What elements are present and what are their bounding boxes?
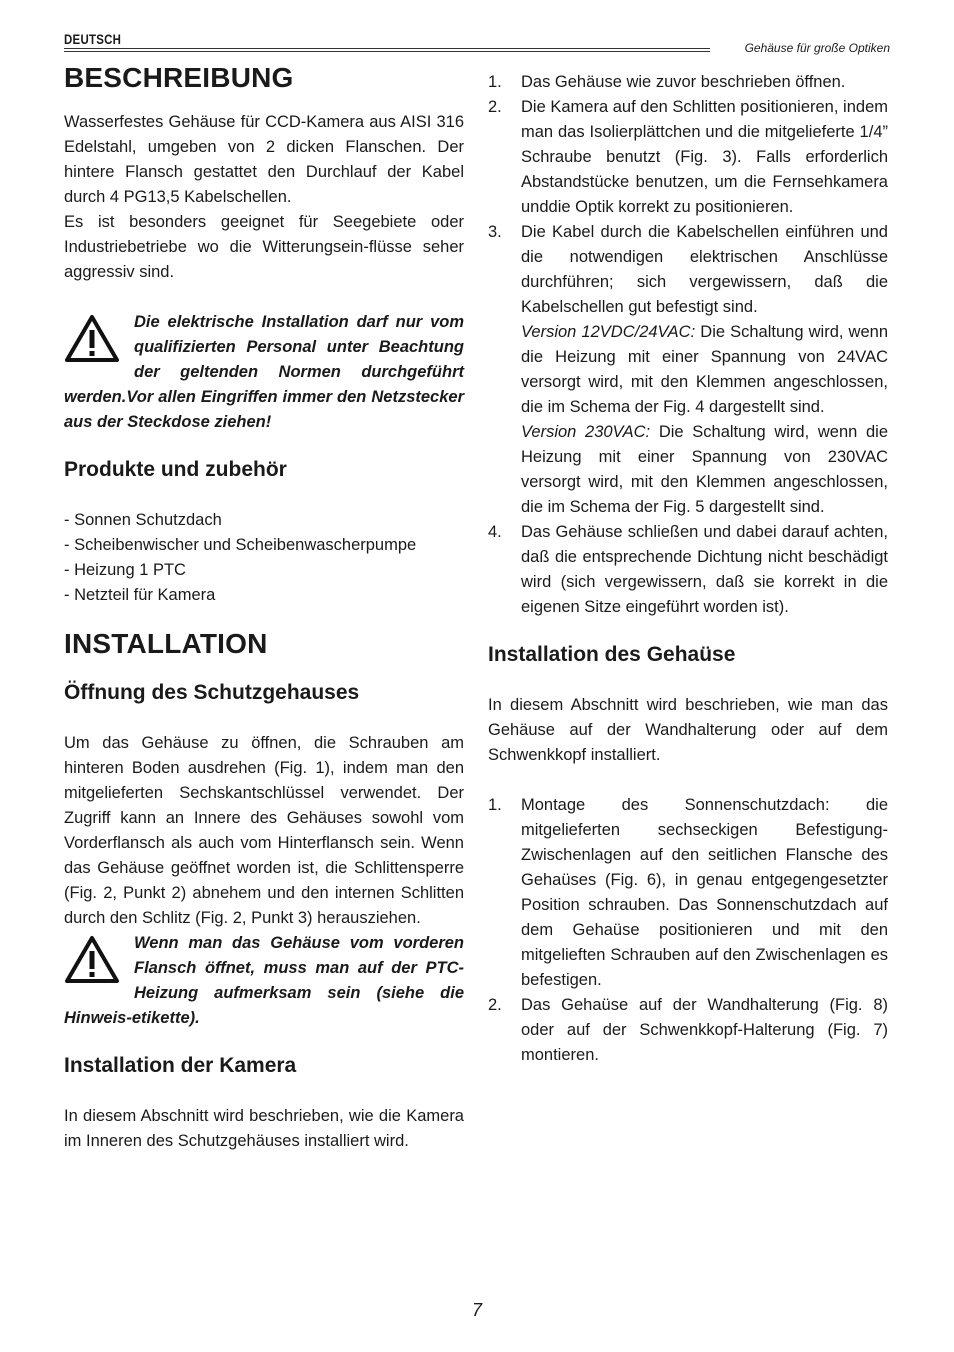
gehaeuse-paragraph: In diesem Abschnitt wird beschrieben, wie man das Gehäuse auf der Wandhalterung oder auf dem Schwenkkopf installiert.: [488, 696, 888, 764]
list-item: - Heizung 1 PTC: [64, 561, 186, 579]
list-item: 1. Montage des Sonnenschutzdach: die mitgelieferten sechseckigen Befestigung-Zwischenlagen auf den seitlichen Flansche des Gehaüses (Fig. 6), in genau entgegengesetzter Position schrauben. Das Sonnenschutzdach auf dem Gehaüse positionieren und mit den mitgelieften Schrauben auf den Zwischenlagen es befestigen.: [488, 796, 888, 989]
warning-ptc-text: Wenn man das Gehäuse vom vorderen Flansch öffnet, muss man auf der PTC-Heizung aufmerksam sein (siehe die Hinweis-etikette).: [64, 934, 464, 1027]
list-item: 4. Das Gehäuse schließen und dabei darauf achten, daß die entsprechende Dichtung nicht beschädigt wird (sich vergewissern, daß sie korrekt in die eigenen Sitze eingeführt worden ist).: [488, 523, 888, 616]
version-12vdc-note: Version 12VDC/24VAC: Die Schaltung wird, wenn die Heizung mit einer Spannung von 24VAC versorgt wird, mit den Klemmen angeschlossen, die im Schema der Fig. 4 dargestellt sind.: [521, 323, 888, 416]
housing-steps-list: [488, 793, 888, 1068]
right-column: [488, 70, 888, 1068]
left-column: [64, 58, 464, 1154]
intro-paragraph-2: Es ist besonders geeignet für Seegebiete oder Industriebetriebe wo die Witterungsein-flüsse seher aggressiv sind.: [64, 213, 464, 281]
list-item: 1. Das Gehäuse wie zuvor beschrieben öffnen.: [488, 73, 846, 91]
products-list: [64, 508, 464, 608]
heading-kamera: Installation der Kamera: [64, 1054, 297, 1077]
heading-produkte: Produkte und zubehör: [64, 458, 287, 481]
kamera-paragraph: In diesem Abschnitt wird beschrieben, wie die Kamera im Inneren des Schutzgehäuses installiert wird.: [64, 1107, 464, 1150]
list-item: - Netzteil für Kamera: [64, 586, 216, 604]
warning-triangle-icon: [64, 314, 120, 364]
warning-electrical: [64, 310, 464, 435]
list-item: 2. Das Gehaüse auf der Wandhalterung (Fig. 8) oder auf der Schwenkkopf-Halterung (Fig. 7) montieren.: [488, 996, 888, 1064]
list-item: 3. Die Kabel durch die Kabelschellen einführen und die notwendigen elektrischen Anschlüsse durchführen; sich vergewissern, daß die Kabelschellen gut befestigt sind. Version 12VDC/24VAC: Die Schaltung wird, wenn die Heizung mit einer Spannung von 24VAC versorgt wird, mit den Klemmen angeschlossen, die im Schema der Fig. 4 dargestellt sind. Version 230VAC: Die Schaltung wird, wenn die Heizung mit einer Spannung von 230VAC versorgt wird, mit den Klemmen angeschlossen, die im Schema der Fig. 5 dargestellt sind.: [488, 220, 888, 520]
heading-gehaeuse: Installation des Gehaüse: [488, 643, 736, 666]
version-230vac-note: Version 230VAC: Die Schaltung wird, wenn die Heizung mit einer Spannung von 230VAC versorgt wird, mit den Klemmen angeschlossen, die im Schema der Fig. 5 dargestellt sind.: [521, 423, 888, 516]
header-rule: [64, 48, 710, 52]
oeffnung-paragraph: Um das Gehäuse zu öffnen, die Schrauben am hinteren Boden ausdrehen (Fig. 1), indem man den mitgelieferten Sechskantschlüssel verwendet. Der Zugriff kann an Innere des Gehäuses sowohl vom Vorderflansch als auch vom Hinterflansch sein. Wenn das Gehäuse geöffnet worden ist, die Schlittensperre (Fig. 2, Punkt 2) abnehem und den internen Schlitten durch den Schlitz (Fig. 2, Punkt 3) herausziehen.: [64, 734, 464, 927]
heading-oeffnung: Öffnung des Schutzgehauses: [64, 681, 360, 704]
camera-steps-list: [488, 70, 888, 620]
header-subtitle: Gehäuse für große Optiken: [744, 41, 890, 55]
heading-beschreibung: BESCHREIBUNG: [64, 62, 294, 93]
heading-installation: INSTALLATION: [64, 628, 268, 659]
list-item: 2. Die Kamera auf den Schlitten positionieren, indem man das Isolierplättchen und die mitgelieferte 1/4” Schraube benutzt (Fig. 3). Falls erforderlich Abstandstücke benutzen, um die Fernsehkamera unddie Optik korrekt zu positionieren.: [488, 98, 888, 216]
warning-ptc: [64, 931, 464, 1031]
list-item: - Sonnen Schutzdach: [64, 511, 222, 529]
header-language: DEUTSCH: [64, 31, 122, 47]
page-number: 7: [471, 1300, 482, 1320]
warning-triangle-icon: [64, 935, 120, 985]
list-item: - Scheibenwischer und Scheibenwascherpumpe: [64, 536, 417, 554]
intro-paragraph-1: Wasserfestes Gehäuse für CCD-Kamera aus AISI 316 Edelstahl, umgeben von 2 dicken Flanschen. Der hintere Flansch gestattet den Durchlauf der Kabel durch 4 PG13,5 Kabelschellen.: [64, 113, 464, 206]
warning-electrical-text: Die elektrische Installation darf nur vom qualifizierten Personal unter Beachtung der geltenden Normen durchgeführt werden.Vor allen Eingriffen immer den Netzstecker aus der Steckdose ziehen!: [64, 313, 464, 431]
